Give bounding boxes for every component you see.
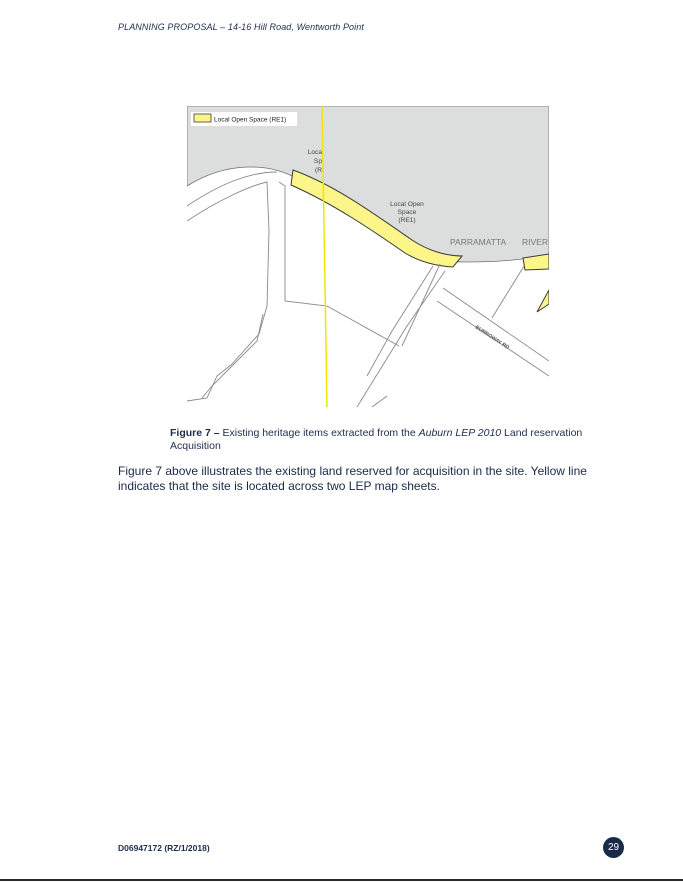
figure-caption [170,427,600,453]
road-label: BURROWAY RD [473,324,511,352]
body-paragraph: Figure 7 above illustrates the existing land reserved for acquisition in the site. Yellow line indicates that the site is located across two LEP map sheets. [118,464,587,493]
open-space-label-line2: Space [397,209,417,216]
lep-map-figure [187,106,549,407]
open-space-cut-line3: (R [315,167,322,174]
open-space-label-line1: Local Open [390,201,424,208]
legend-swatch [194,114,211,122]
open-space-cut-line1: Loca [307,149,322,156]
page-number-badge: 29 [603,837,624,858]
figure-label: Figure 7 – [170,427,220,439]
river-label: PARRAMATTA [450,237,507,247]
map-legend [191,112,297,126]
caption-text-2: Land reservation Acquisition [170,427,583,452]
legend-label: Local Open Space (RE1) [214,116,287,124]
open-space-label-line3: (RE1) [398,217,416,224]
river-label-2: RIVER [522,237,548,247]
open-space-cut-line2: Sp [313,158,322,165]
document-reference: D06947172 (RZ/1/2018) [118,843,210,853]
bottom-rule [0,879,683,881]
running-header: PLANNING PROPOSAL – 14-16 Hill Road, Wentworth Point [118,22,364,32]
caption-text-1: Existing heritage items extracted from the [219,427,419,439]
caption-italic-title: Auburn LEP 2010 [418,427,502,439]
lep-map [187,106,549,407]
